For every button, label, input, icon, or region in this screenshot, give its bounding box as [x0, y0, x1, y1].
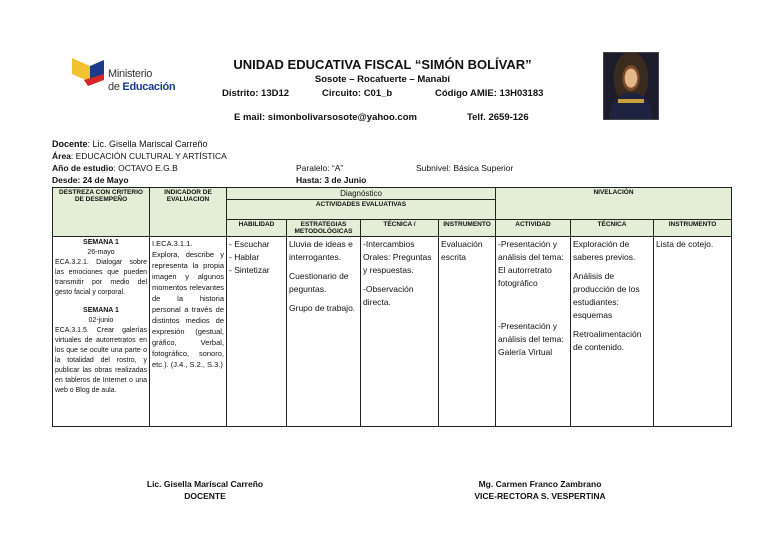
portrait-image — [603, 52, 659, 120]
anio-line: Año de estudio: OCTAVO E.G.B — [52, 163, 178, 173]
school-phone: Telf. 2659-126 — [467, 112, 529, 123]
habilidad-cell — [227, 237, 287, 427]
ministerio-logo-text — [108, 68, 175, 94]
indicador-code: I.ECA.3.1.1. — [152, 239, 193, 248]
semana2-date: 02-junio — [88, 317, 114, 324]
header-diagnostico: Diagnóstico — [227, 188, 496, 200]
signature-right — [455, 479, 625, 501]
header-tecnica-nivelacion: TÉCNICA — [571, 220, 654, 237]
semana1-title: SEMANA 1 — [83, 239, 119, 246]
semana1-date: 26-mayo — [87, 249, 115, 256]
estrategia-item: Cuestionario de peguntas. — [289, 271, 349, 294]
paralelo: Paralelo: “A” — [296, 163, 344, 173]
actividad-item: -Presentación y análisis del tema: El autorretrato fotográfico — [498, 239, 564, 288]
header-destreza: DESTREZA CON CRITERIO DE DESEMPEÑO — [53, 188, 150, 237]
planning-table — [52, 187, 732, 427]
logo-line1: Ministerio — [108, 68, 153, 80]
header-nivelacion: NIVELACIÓN — [496, 188, 732, 220]
estrategias-cell — [287, 237, 361, 427]
circuito: Circuito: C01_b — [322, 88, 393, 99]
instrumento-cell: Evaluación escrita — [439, 237, 496, 427]
semana2-text: ECA.3.1.5. Crear galerías virtuales de autorretratos en los que se oculte una parte o la totalidad del rostro, y publicar las obras realizadas en tableros de Internet o una web o Blog de aula. — [55, 327, 147, 394]
indicador-text: Explora, describe y representa la propia imagen y algunos momentos relevantes de la historia personal a través de distintos medios de expresión (gestual, gráfico, Verbal, fotográfico, sonoro, etc.). (J.4., S.2., S.3.) — [152, 250, 224, 369]
habilidad-item: - Sintetizar — [229, 265, 270, 275]
docente-line: Docente: Lic. Gisella Mariscal Carreño — [52, 139, 208, 149]
header-indicador: INDICADOR DE EVALUACION — [150, 188, 227, 237]
estrategia-item: Lluvia de ideas e interrogantes. — [289, 239, 353, 262]
logo-line2: de Educación — [108, 81, 176, 93]
semana1-text: ECA.3.2.1. Dialogar sobre las emociones que pueden transmitir por medio del gesto facial y corporal. — [55, 259, 147, 296]
tecnica-nivelacion-item: Retroalimentación de contenido. — [573, 329, 642, 352]
tecnica-item: -Intercambios Orales: Preguntas y respuestas. — [363, 239, 432, 275]
habilidad-item: - Escuchar — [229, 239, 270, 249]
destreza-cell — [53, 237, 150, 427]
instrumento-nivelacion-cell: Lista de cotejo. — [654, 237, 732, 427]
school-email: E mail: simonbolivarsosote@yahoo.com — [234, 112, 417, 123]
tecnica-nivelacion-item: Análisis de producción de los estudiantes: esquemas — [573, 271, 640, 320]
actividad-cell — [496, 237, 571, 427]
distrito: Distrito: 13D12 — [222, 88, 290, 99]
header-tecnica: TÉCNICA / — [361, 220, 439, 237]
header-instrumento: INSTRUMENTO — [439, 220, 496, 237]
school-location: Sosote – Rocafuerte – Manabí — [314, 74, 451, 85]
subnivel: Subnivel: Básica Superior — [416, 163, 514, 173]
habilidad-item: - Hablar — [229, 252, 260, 262]
tecnica-item: -Observación directa. — [363, 284, 414, 307]
school-title: UNIDAD EDUCATIVA FISCAL “SIMÓN BOLÍVAR” — [233, 57, 532, 72]
tecnica-nivelacion-item: Exploración de saberes previos. — [573, 239, 636, 262]
tecnica-nivelacion-cell — [571, 237, 654, 427]
header-instrumento-nivelacion: INSTRUMENTO — [654, 220, 732, 237]
area-line: Área: EDUCACIÓN CULTURAL Y ARTÍSTICA — [52, 151, 227, 161]
desde: Desde: 24 de Mayo — [52, 175, 129, 185]
codigo-amie: Código AMIE: 13H03183 — [435, 88, 544, 99]
signature-left — [130, 479, 280, 501]
header-habilidad: HABILIDAD — [227, 220, 287, 237]
signature-right-name: Mg. Carmen Franco Zambrano — [478, 479, 602, 489]
signature-right-role: VICE-RECTORA S. VESPERTINA — [474, 491, 606, 501]
hasta: Hasta: 3 de Junio — [296, 175, 367, 185]
indicador-cell — [150, 237, 227, 427]
header-estrategias: ESTRATEGIAS METODOLÓGICAS — [287, 220, 361, 237]
semana2-title: SEMANA 1 — [83, 307, 119, 314]
header-actividades: ACTIVIDADES EVALUATIVAS — [227, 200, 496, 220]
header-actividad: ACTIVIDAD — [496, 220, 571, 237]
ministerio-logo-flag-icon — [70, 54, 106, 90]
tecnica-cell — [361, 237, 439, 427]
signature-left-name: Lic. Gisella Mariscal Carreño — [146, 479, 264, 489]
estrategia-item: Grupo de trabajo. — [289, 303, 356, 313]
actividad-item: -Presentación y análisis del tema: Galería Virtual — [498, 321, 564, 357]
signature-left-role: DOCENTE — [184, 491, 226, 501]
